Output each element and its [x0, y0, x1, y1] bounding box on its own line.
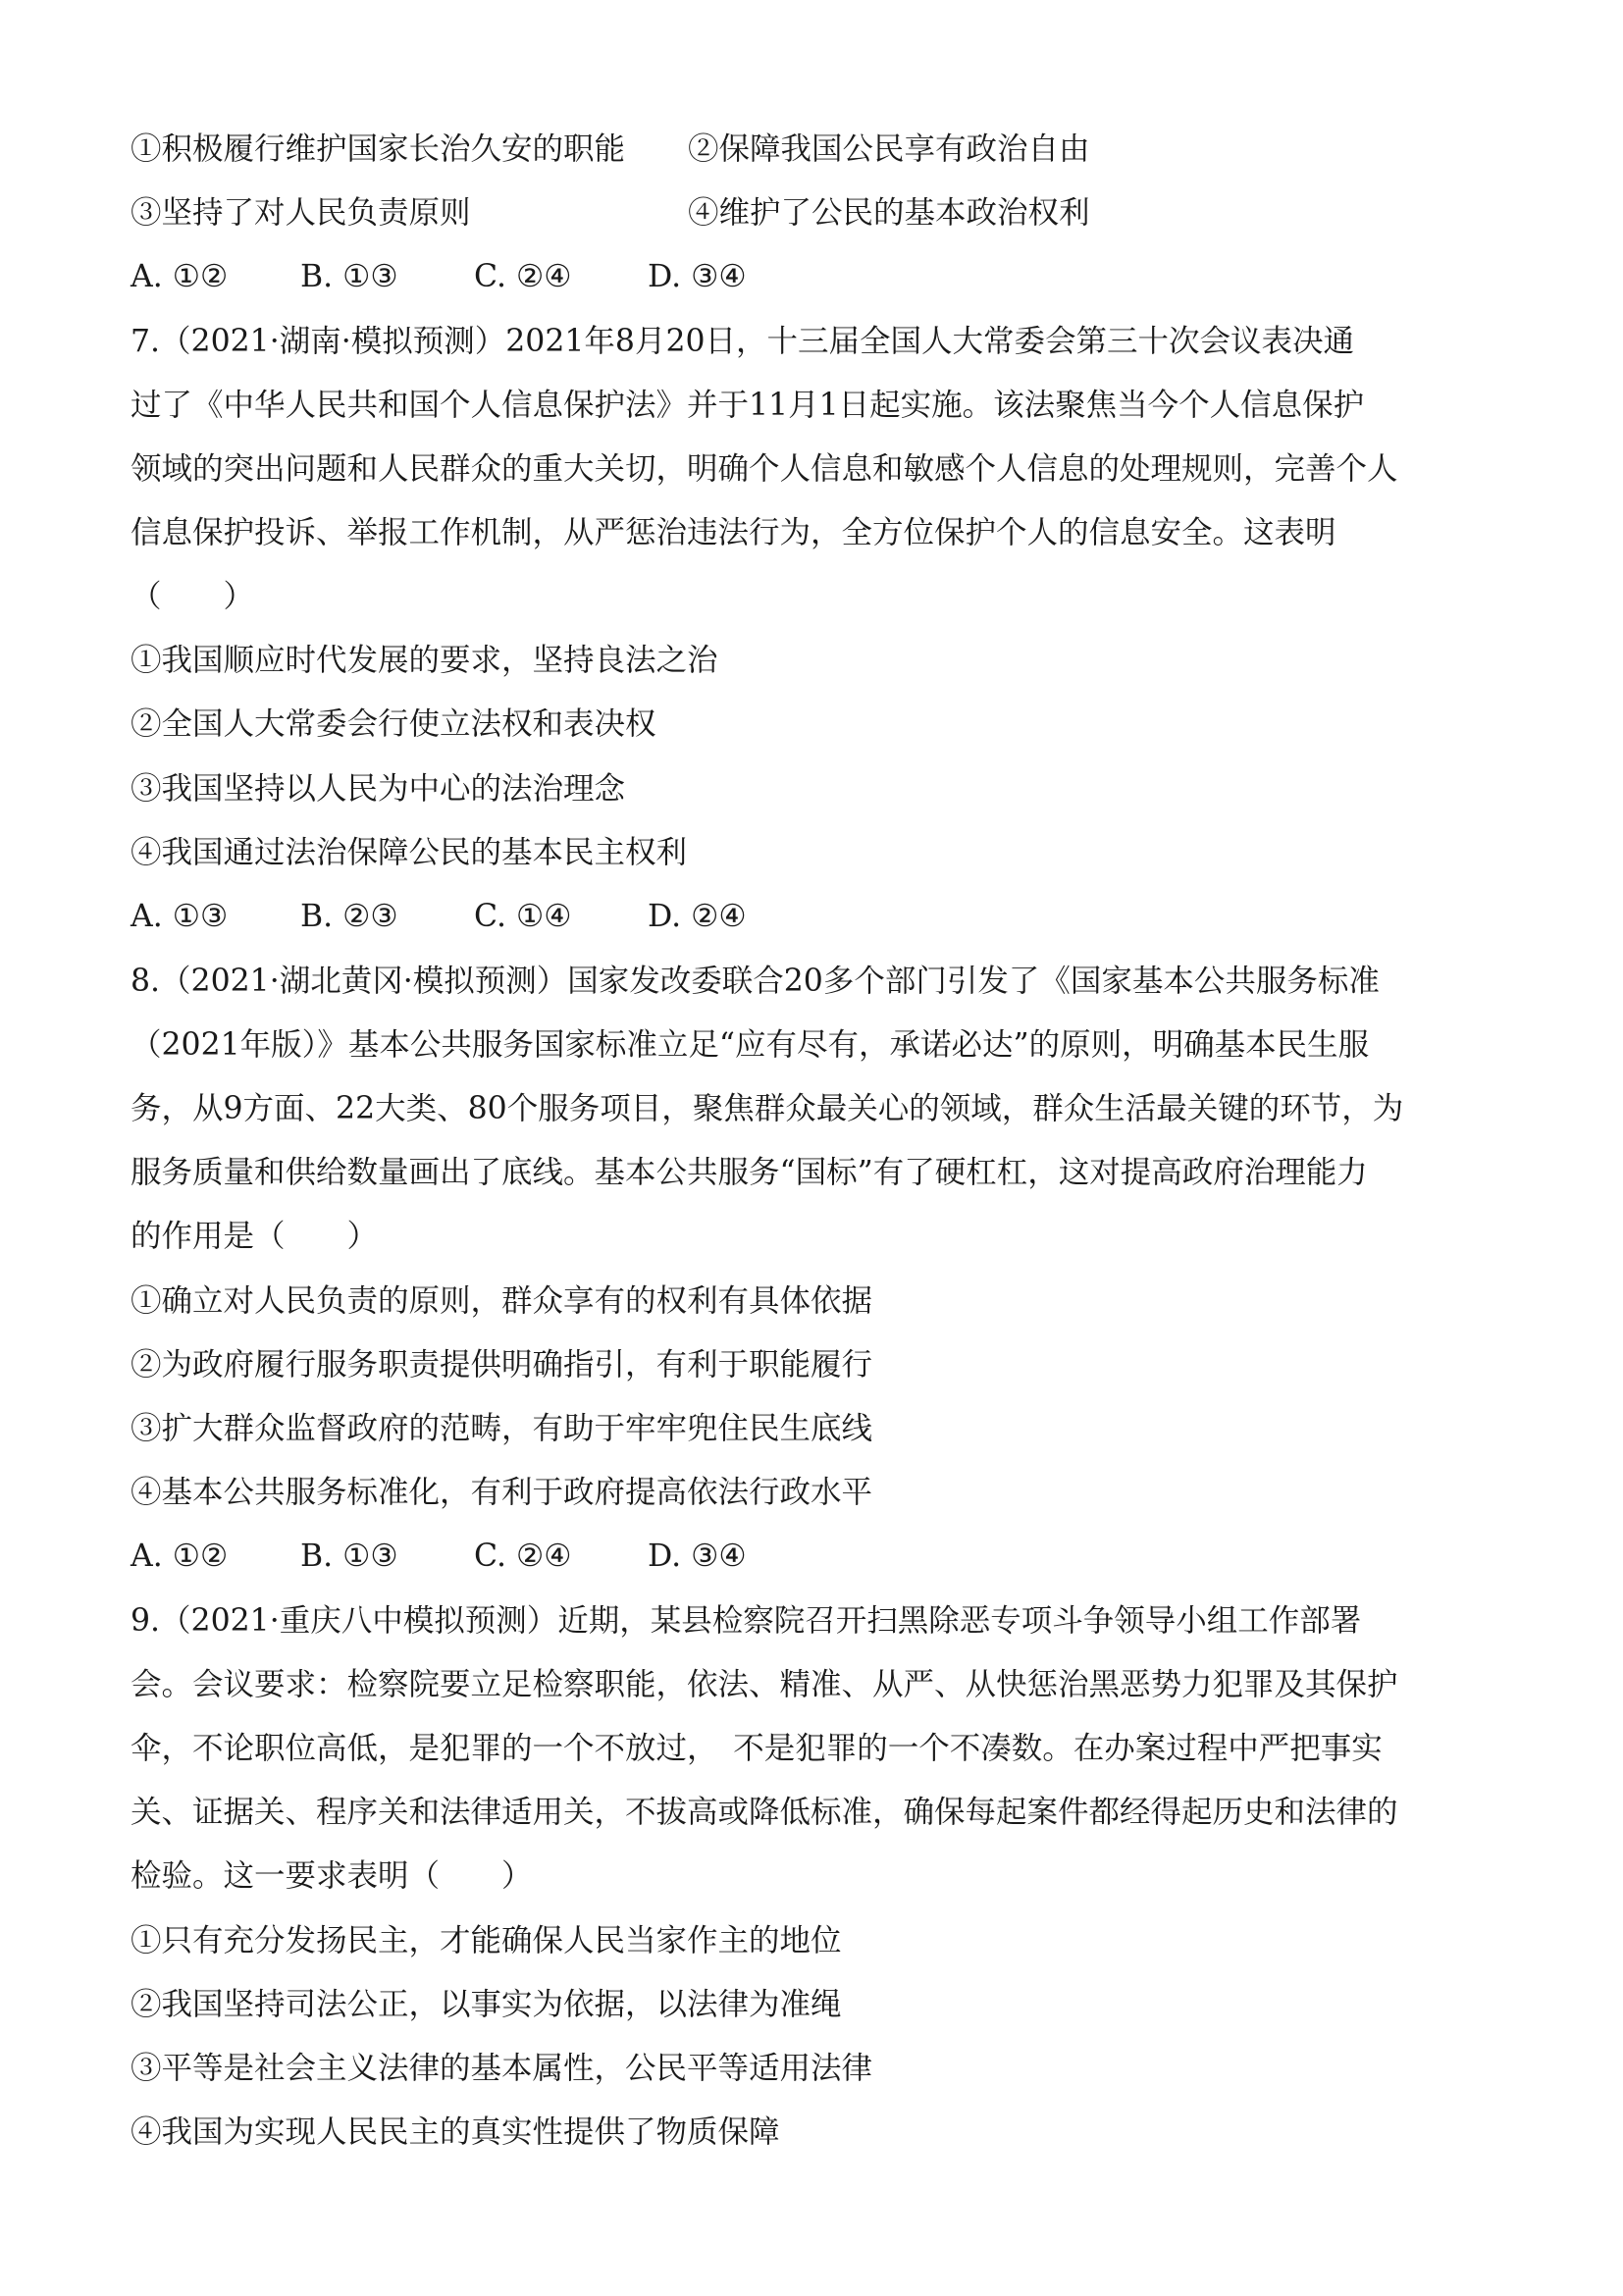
q8-choice-c: C. ②④: [474, 1539, 572, 1574]
q8-stem-line-4: 服务质量和供给数量画出了底线。基本公共服务“国标”有了硬杠杠，这对提高政府治理能力: [131, 1155, 1368, 1190]
q7-choice-c: C. ①④: [474, 899, 572, 934]
q6-choice-d: D. ③④: [648, 259, 747, 294]
q7-answer-blank: （ ）: [131, 579, 255, 614]
q7-option-3: ③我国坚持以人民为中心的法治理念: [131, 771, 626, 807]
q9-stem-line-1: 9.（2021·重庆八中模拟预测）近期，某县检察院召开扫黑除恶专项斗争领导小组工作部署: [131, 1603, 1362, 1639]
q6-option-1: ①积极履行维护国家长治久安的职能: [131, 131, 626, 167]
q6-choice-a: A. ①②: [131, 259, 229, 294]
q9-stem-line-2: 会。会议要求：检察院要立足检察职能，依法、精准、从严、从快惩治黑恶势力犯罪及其保护: [131, 1667, 1398, 1702]
q7-option-1: ①我国顺应时代发展的要求，坚持良法之治: [131, 643, 718, 678]
q6-choice-c: C. ②④: [474, 259, 572, 294]
q8-option-1: ①确立对人民负责的原则，群众享有的权利有具体依据: [131, 1283, 873, 1319]
q7-option-4: ④我国通过法治保障公民的基本民主权利: [131, 835, 688, 870]
q6-choice-b: B. ①③: [300, 259, 398, 294]
q8-stem-line-3: 务，从9方面、22大类、80个服务项目，聚焦群众最关心的领域，群众生活最关键的环节，为: [131, 1091, 1404, 1126]
q8-option-2: ②为政府履行服务职责提供明确指引，有利于职能履行: [131, 1347, 873, 1383]
q8-option-4: ④基本公共服务标准化，有利于政府提高依法行政水平: [131, 1475, 873, 1510]
q6-option-3: ③坚持了对人民负责原则: [131, 195, 471, 231]
q9-stem-line-3: 伞，不论职位高低，是犯罪的一个不放过， 不是犯罪的一个不凑数。在办案过程中严把事实: [131, 1731, 1383, 1766]
q8-option-3: ③扩大群众监督政府的范畴，有助于牢牢兜住民生底线: [131, 1411, 873, 1446]
q9-stem-line-5: 检验。这一要求表明（ ）: [131, 1858, 533, 1894]
q8-stem-line-1: 8.（2021·湖北黄冈·模拟预测）国家发改委联合20多个部门引发了《国家基本公共服务标准: [131, 964, 1380, 999]
q7-option-2: ②全国人大常委会行使立法权和表决权: [131, 706, 656, 742]
q8-choice-b: B. ①③: [300, 1539, 398, 1574]
q8-stem-line-2: （2021年版）》基本公共服务国家标准立足“应有尽有，承诺必达”的原则，明确基本民生服: [131, 1027, 1370, 1063]
q7-choice-b: B. ②③: [300, 899, 398, 934]
q7-stem-line-1: 7.（2021·湖南·模拟预测）2021年8月20日，十三届全国人大常委会第三十次会议表决通: [131, 324, 1355, 359]
q6-option-4: ④维护了公民的基本政治权利: [688, 195, 1090, 231]
q9-option-3: ③平等是社会主义法律的基本属性，公民平等适用法律: [131, 2051, 873, 2086]
q9-option-4: ④我国为实现人民民主的真实性提供了物质保障: [131, 2114, 780, 2150]
q8-stem-line-5: 的作用是（ ）: [131, 1219, 379, 1254]
q7-stem-line-4: 信息保护投诉、举报工作机制，从严惩治违法行为，全方位保护个人的信息安全。这表明: [131, 515, 1336, 550]
q9-stem-line-4: 关、证据关、程序关和法律适用关，不拔高或降低标准，确保每起案件都经得起历史和法律的: [131, 1795, 1398, 1830]
q9-option-1: ①只有充分发扬民主，才能确保人民当家作主的地位: [131, 1923, 842, 1958]
q7-stem-line-3: 领域的突出问题和人民群众的重大关切，明确个人信息和敏感个人信息的处理规则，完善个人: [131, 451, 1398, 487]
q8-choice-a: A. ①②: [131, 1539, 229, 1574]
q7-choice-a: A. ①③: [131, 899, 229, 934]
q7-stem-line-2: 过了《中华人民共和国个人信息保护法》并于11月1日起实施。该法聚焦当今个人信息保护: [131, 388, 1365, 423]
q8-choice-d: D. ③④: [648, 1539, 747, 1574]
q9-option-2: ②我国坚持司法公正，以事实为依据，以法律为准绳: [131, 1987, 842, 2022]
q7-choice-d: D. ②④: [648, 899, 747, 934]
q6-option-2: ②保障我国公民享有政治自由: [688, 131, 1090, 167]
